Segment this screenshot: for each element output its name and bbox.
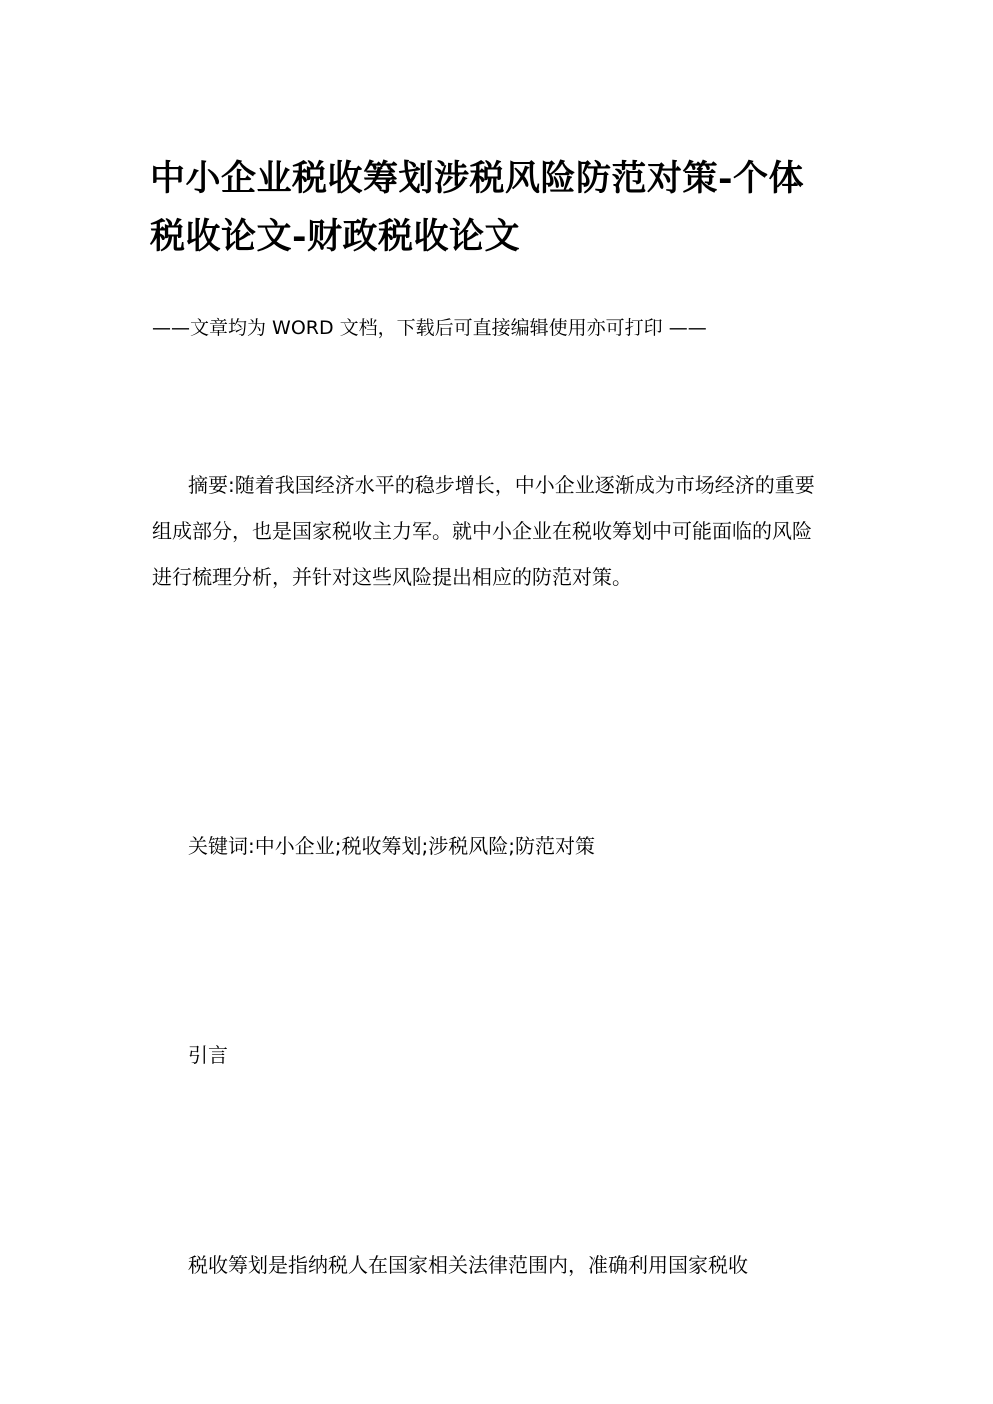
document-title	[150, 150, 850, 266]
introduction-heading: 引言	[188, 1043, 228, 1067]
document-subtitle: ——文章均为 WORD 文档，下载后可直接编辑使用亦可打印 ——	[152, 317, 707, 339]
keywords-line: 关键词:中小企业;税收筹划;涉税风险;防范对策	[188, 834, 595, 858]
abstract-paragraph: 摘要:随着我国经济水平的稳步增长，中小企业逐渐成为市场经济的重要组成部分，也是国家税收主力军。就中小企业在税收筹划中可能面临的风险进行梳理分析，并针对这些风险提出相应的防范对策。	[152, 473, 815, 589]
introduction-paragraph: 税收筹划是指纳税人在国家相关法律范围内，准确利用国家税收	[188, 1253, 748, 1277]
title-line-2: 税收论文-财政税收论文	[150, 216, 521, 257]
title-line-1: 中小企业税收筹划涉税风险防范对策-个体	[150, 158, 805, 199]
